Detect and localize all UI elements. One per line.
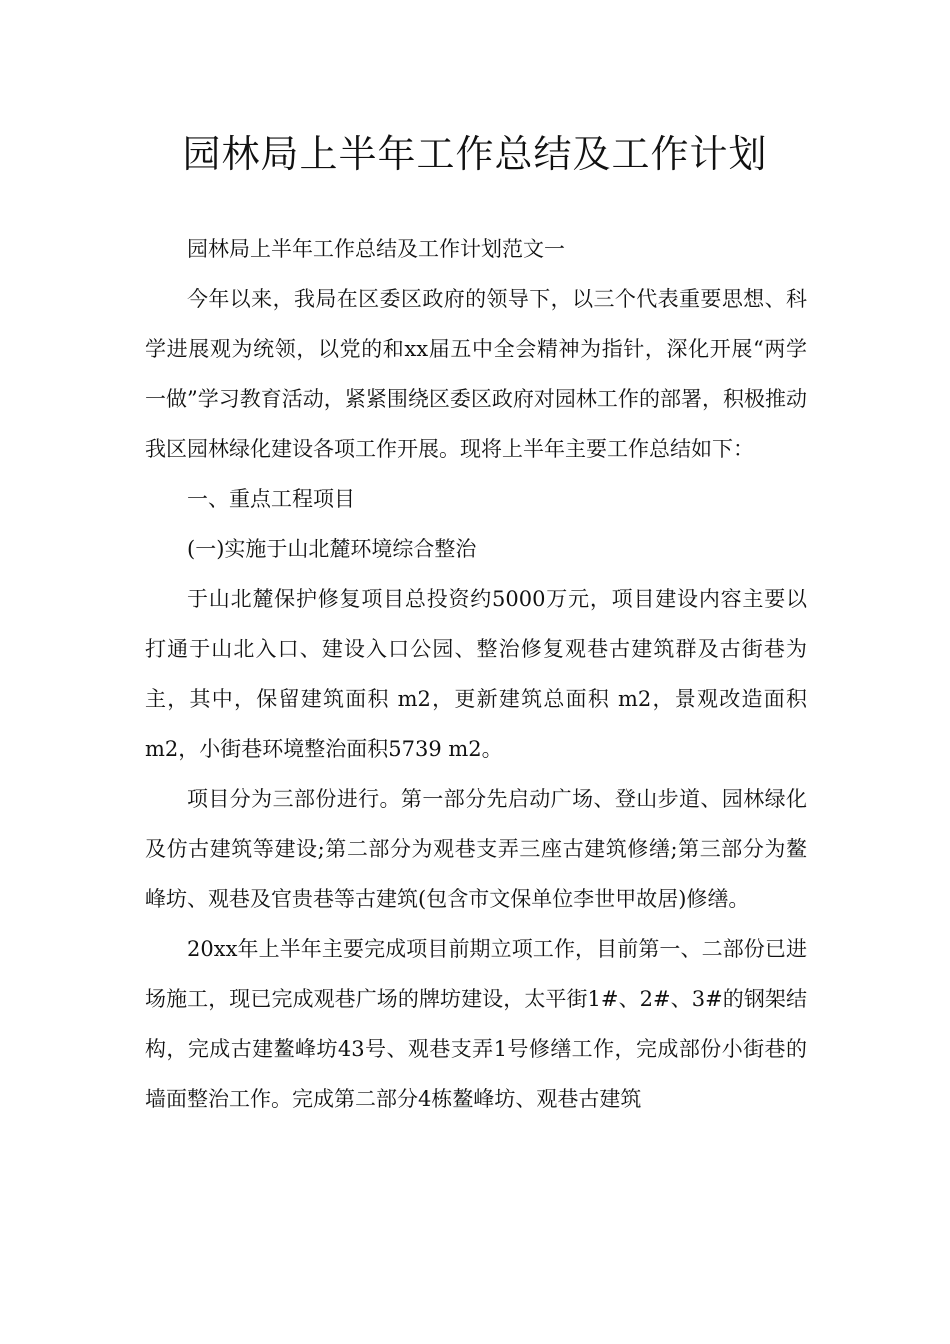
section-heading: 一、重点工程项目 (187, 487, 355, 511)
paragraph-project: 于山北麓保护修复项目总投资约5000万元，项目建设内容主要以打通于山北入口、建设入口公园、整治修复观巷古建筑群及古街巷为主，其中，保留建筑面积 m2，更新建筑总面积 m2，景观改造面积 m2，小街巷环境整治面积5739 m2。 (145, 587, 807, 761)
paragraph-intro: 今年以来，我局在区委区政府的领导下，以三个代表重要思想、科学进展观为统领，以党的和xx届五中全会精神为指针，深化开展“两学一做”学习教育活动，紧紧围绕区委区政府对园林工作的部署，积极推动我区园林绿化建设各项工作开展。现将上半年主要工作总结如下： (145, 287, 807, 461)
document-body (145, 224, 807, 1124)
paragraph-subtitle: 园林局上半年工作总结及工作计划范文一 (187, 237, 565, 261)
subsection-heading: (一)实施于山北麓环境综合整治 (187, 537, 477, 561)
document-title: 园林局上半年工作总结及工作计划 (182, 132, 768, 176)
paragraph-progress: 20xx年上半年主要完成项目前期立项工作，目前第一、二部份已进场施工，现已完成观巷广场的牌坊建设，太平街1#、2#、3#的钢架结构，完成古建鳌峰坊43号、观巷支弄1号修缮工作，完成部份小街巷的墙面整治工作。完成第二部分4栋鳌峰坊、观巷古建筑 (145, 937, 807, 1111)
paragraph-phases: 项目分为三部份进行。第一部分先启动广场、登山步道、园林绿化及仿古建筑等建设;第二部分为观巷支弄三座古建筑修缮;第三部分为鳌峰坊、观巷及官贵巷等古建筑(包含市文保单位李世甲故居)修缮。 (145, 787, 807, 911)
